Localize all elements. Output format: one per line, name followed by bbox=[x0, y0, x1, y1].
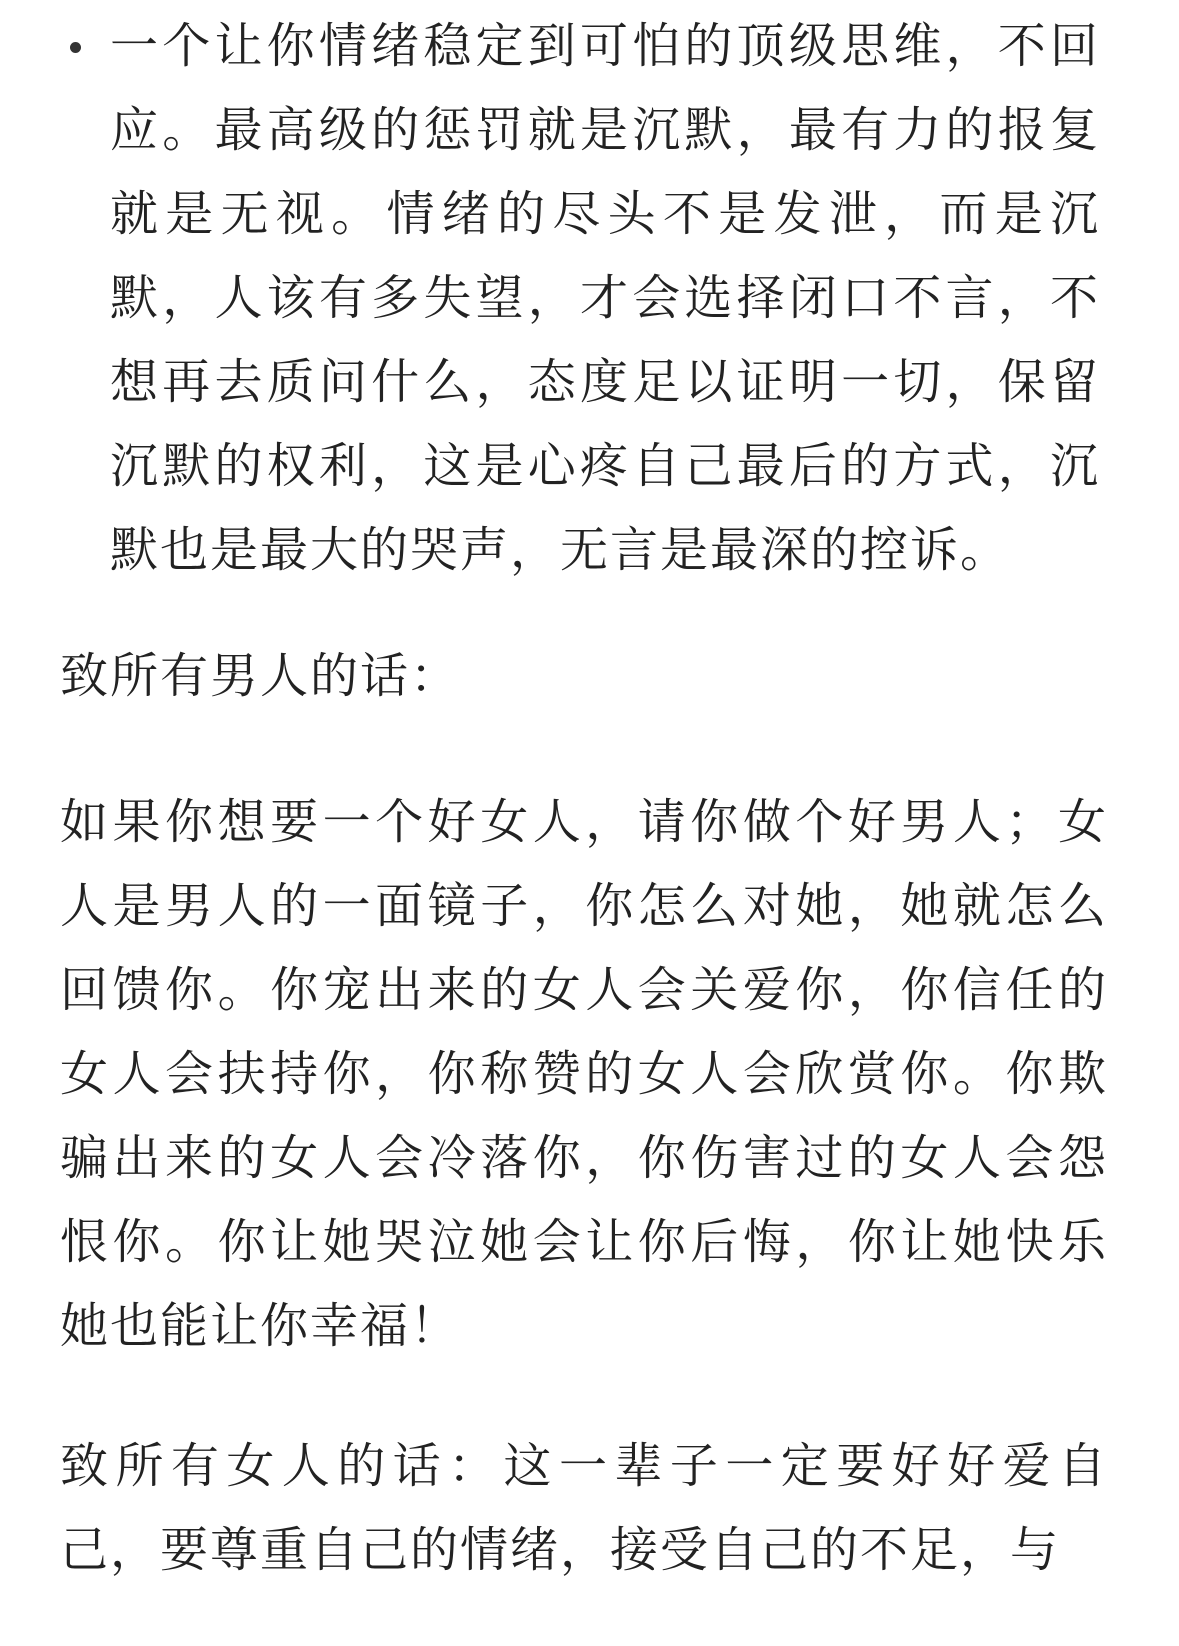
paragraph-to-women: 致所有女人的话：这一辈子一定要好好爱自己，要尊重自己的情绪，接受自己的不足，与 bbox=[60, 1438, 1108, 1578]
bullet-dot-icon bbox=[70, 42, 81, 53]
heading-to-men: 致所有男人的话： bbox=[60, 648, 461, 704]
bullet-paragraph: 一个让你情绪稳定到可怕的顶级思维，不回应。最高级的惩罚就是沉默，最有力的报复就是无视。情绪的尽头不是发泄，而是沉默，人该有多失望，才会选择闭口不言，不想再去质问什么，态度足以证明一切，保留沉默的权利，这是心疼自己最后的方式，沉默也是最大的哭声，无言是最深的控诉。 bbox=[110, 18, 1100, 578]
paragraph-to-men: 如果你想要一个好女人，请你做个好男人；女人是男人的一面镜子，你怎么对她，她就怎么回馈你。你宠出来的女人会关爱你，你信任的女人会扶持你，你称赞的女人会欣赏你。你欺骗出来的女人会冷落你，你伤害过的女人会怨恨你。你让她哭泣她会让你后悔，你让她快乐她也能让你幸福！ bbox=[60, 794, 1108, 1354]
